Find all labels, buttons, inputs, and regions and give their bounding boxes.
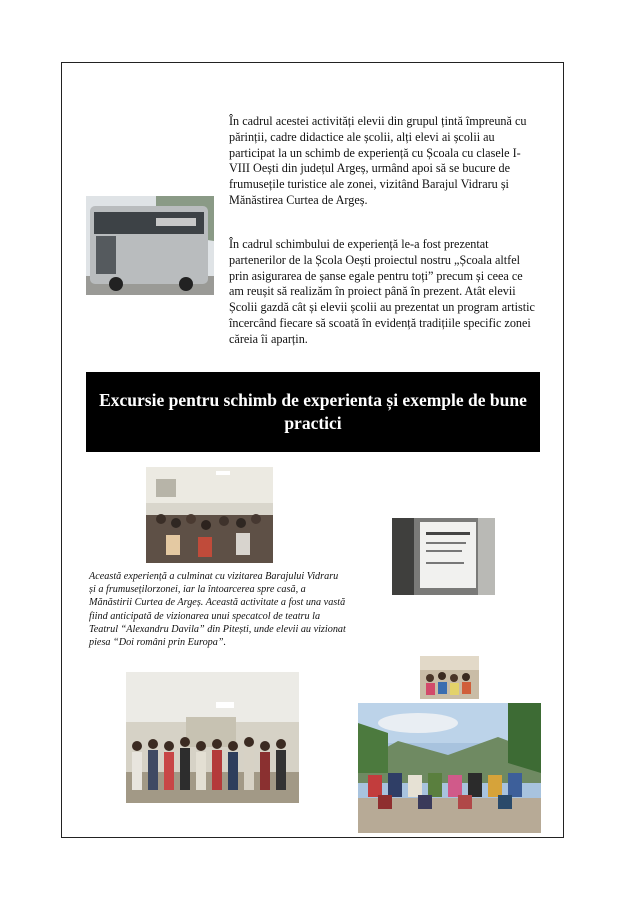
title-banner — [86, 372, 540, 452]
dancing-hall-photo — [126, 672, 299, 803]
exchange-paragraph: În cadrul schimbului de experiență le-a fost prezentat partenerilor de la Școla Oești proiectul nostru „Școala altfel prin asigurarea de șanse egale pentru toți” precum și ceea ce am reușit să realizăm în proiect până în prezent. Atât elevii Școlii gazdă cât și elevii școlii au prezentat un program artistic încercând fiecare să scoată în evidență tradițiile specific zonei căreia îi aparțin. — [229, 237, 535, 346]
small-group-photo — [420, 656, 479, 699]
photo-caption: Această experiență a culminat cu vizitarea Barajului Vidraru și a frumusețilorzonei, iar la întoarcerea spre casă, a Mănăstirii Curtea de Argeș. Această activitate a fost una vastă fiind anticipată de vizionarea unui specatcol de teatru la Teatrul “Alexandru Davila” din Pitești, unde elevii au vizionat piesa “Doi români prin Europa”. — [89, 571, 346, 649]
outdoor-group-photo — [358, 703, 541, 833]
presentation-screen-photo — [392, 518, 495, 595]
bus-photo — [86, 196, 214, 295]
audience-photo — [146, 467, 273, 563]
intro-paragraph: În cadrul acestei activități elevii din grupul țintă împreună cu părinții, cadre didactice ale școlii, alți elevi ai școlii au participat la un schimb de experiență cu Școala cu clasele I- VIII Oești din județul Argeș, urmând apoi să se bucure de frumusețile turistice ale zonei, vizitând Barajul Vidraru și Mănăstirea Curtea de Argeș. — [229, 114, 527, 207]
banner-title: Excursie pentru schimb de experienta și exemple de bune practici — [99, 390, 527, 433]
